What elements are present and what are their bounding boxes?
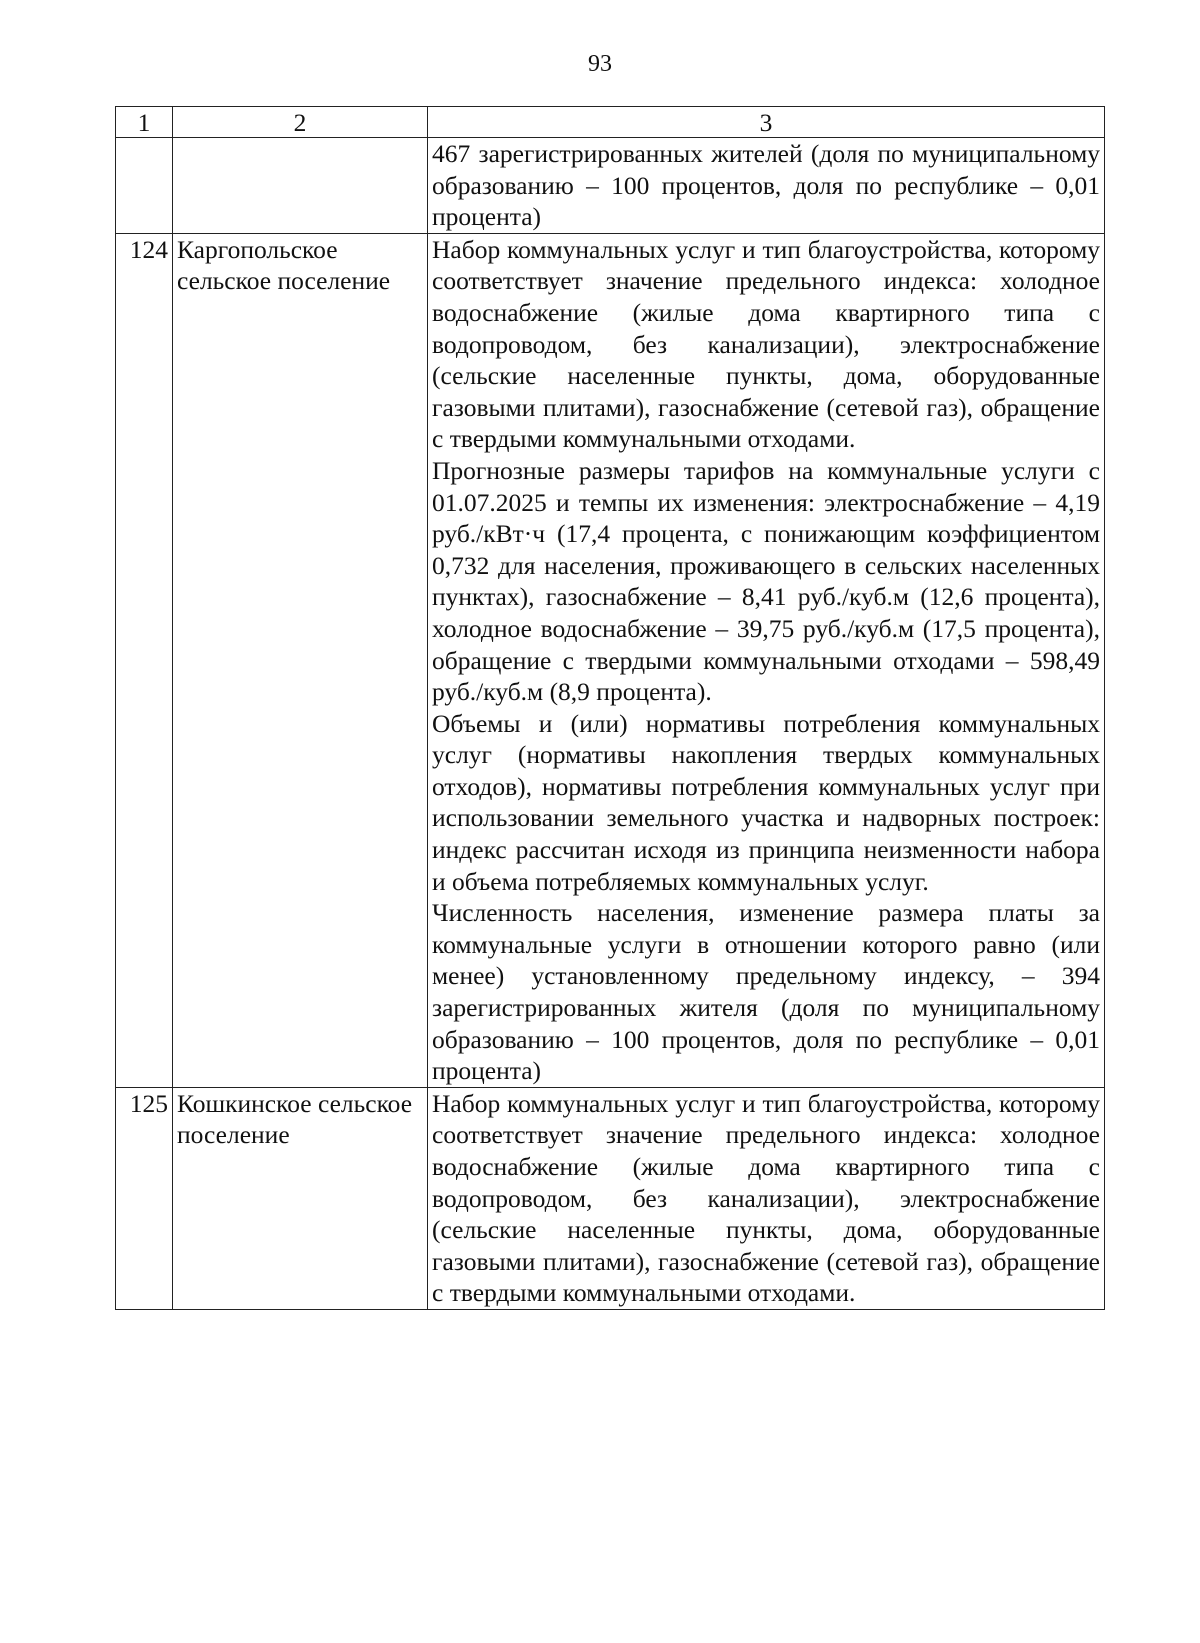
table-row-125	[116, 1087, 1105, 1309]
row-number	[116, 138, 173, 234]
description-paragraph: Численность населения, изменение размера платы за коммунальные услуги в отношении которого равно (или менее) установленному предельному индексу, – 394 зарегистрированных жителя (доля по муниципальному образованию – 100 процентов, доля по республике – 0,01 процента)	[432, 898, 1100, 1086]
page-number: 93	[588, 51, 612, 77]
row-description	[428, 138, 1105, 234]
header-col-1: 1	[116, 107, 173, 138]
row-description	[428, 1087, 1105, 1309]
table-row-continuation	[116, 138, 1105, 234]
description-paragraph: 467 зарегистрированных жителей (доля по муниципальному образованию – 100 процентов, доля по республике – 0,01 процента)	[432, 139, 1100, 232]
row-number: 125	[116, 1087, 173, 1309]
table-header-row	[116, 107, 1105, 138]
tariff-table	[115, 106, 1105, 1310]
description-paragraph: Набор коммунальных услуг и тип благоустройства, которому соответствует значение предельного индекса: холодное водоснабжение (жилые дома квартирного типа с водопроводом, без канализации), электроснабжение (сельские населенные пункты, дома, оборудованные газовыми плитами), газоснабжение (сетевой газ), обращение с твердыми коммунальными отходами.	[432, 1088, 1100, 1308]
settlement-name	[173, 138, 428, 234]
settlement-name: Кошкинское сельское поселение	[173, 1087, 428, 1309]
row-description	[428, 233, 1105, 1087]
description-paragraph: Объемы и (или) нормативы потребления коммунальных услуг (нормативы накопления твердых коммунальных отходов), нормативы потребления коммунальных услуг при использовании земельного участка и надворных построек: индекс рассчитан исходя из принципа неизменности набора и объема потребляемых коммунальных услуг.	[432, 708, 1100, 896]
description-paragraph: Набор коммунальных услуг и тип благоустройства, которому соответствует значение предельного индекса: холодное водоснабжение (жилые дома квартирного типа с водопроводом, без канализации), электроснабжение (сельские населенные пункты, дома, оборудованные газовыми плитами), газоснабжение (сетевой газ), обращение с твердыми коммунальными отходами.	[432, 234, 1100, 454]
header-col-3: 3	[428, 107, 1105, 138]
settlement-name: Каргопольское сельское поселение	[173, 233, 428, 1087]
description-paragraph: Прогнозные размеры тарифов на коммунальные услуги с 01.07.2025 и темпы их изменения: электроснабжение – 4,19 руб./кВт·ч (17,4 процента, с понижающим коэффициентом 0,732 для населения, проживающего в сельских населенных пунктах), газоснабжение – 8,41 руб./куб.м (12,6 процента), холодное водоснабжение – 39,75 руб./куб.м (17,5 процента), обращение с твердыми коммунальными отходами – 598,49 руб./куб.м (8,9 процента).	[432, 455, 1100, 707]
table-row-124	[116, 233, 1105, 1087]
row-number: 124	[116, 233, 173, 1087]
header-col-2: 2	[173, 107, 428, 138]
